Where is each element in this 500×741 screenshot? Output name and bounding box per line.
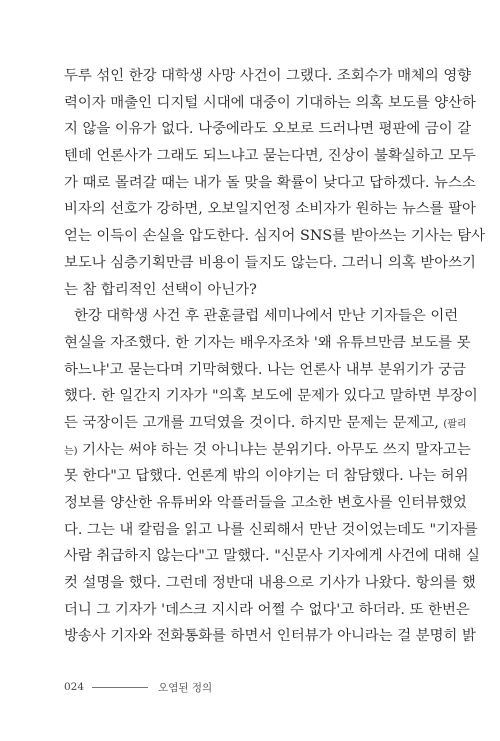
text-line: 다. 그는 내 칼럼을 읽고 나를 신뢰해서 만난 것이었는데도 "기자를: [64, 521, 478, 538]
aside-note: 는): [64, 445, 78, 457]
text-line: 력이자 매출인 디지털 시대에 대중이 기대하는 의혹 보도를 양산하: [64, 94, 476, 111]
text-line: 두루 섞인 한강 대학생 사망 사건이 그랬다. 조회수가 매체의 영향: [64, 68, 472, 84]
text-line: 얻는 이득이 손실을 압도한다. 심지어 SNS를 받아쓰는 기사는 탐사: [64, 228, 486, 245]
text-line-segment: 든 국장이든 고개를 끄덕였을 것이다. 하지만 문제는 문제고,: [64, 414, 439, 431]
text-line: [64, 437, 471, 464]
text-line: 정보를 양산한 유튜버와 악플러들을 고소한 변호사를 인터뷰했었: [64, 495, 467, 511]
text-line: [64, 410, 467, 437]
text-line: 는 참 합리적인 선택이 아닌가?: [64, 281, 257, 298]
text-line: 방송사 기자와 전화통화를 하면서 인터뷰가 아니라는 걸 분명히 밝: [64, 628, 476, 645]
text-line: 더니 그 기자가 '데스크 지시라 어쩔 수 없다'고 하더라. 또 한번은: [64, 601, 470, 618]
text-line: 했다. 한 일간지 기자가 "의혹 보도에 문제가 있다고 말하면 부장이: [64, 388, 478, 405]
text-line-segment: 기사는 써야 하는 것 아니냐는 분위기다. 아무도 쓰지 말자고는: [77, 441, 471, 458]
text-line: 사람 취급하지 않는다"고 말했다. "신문사 기자에게 사건에 대해 실: [64, 548, 480, 565]
text-line: 컷 설명을 했다. 그런데 정반대 내용으로 기사가 나왔다. 항의를 했: [64, 575, 476, 592]
text-line: 비자의 선호가 강하면, 오보일지언정 소비자가 원하는 뉴스를 팔아: [64, 201, 476, 218]
page-footer: [64, 679, 212, 695]
text-line: 가 때로 몰려갈 때는 내가 돌 맞을 확률이 낮다고 답하겠다. 뉴스소: [64, 174, 476, 191]
text-line: 지 않을 이유가 없다. 나중에라도 오보로 드러나면 평판에 금이 갈: [64, 121, 472, 138]
text-line: 못 한다"고 답했다. 언론계 밖의 이야기는 더 참담했다. 나는 허위: [64, 468, 469, 485]
running-title: 오염된 정의: [158, 681, 213, 694]
text-line: 보도나 심층기획만큼 비용이 들지도 않는다. 그러니 의혹 받아쓰기: [64, 254, 476, 271]
text-line: 현실을 자조했다. 한 기자는 배우자조차 '왜 유튜브만큼 보도를 못: [64, 334, 471, 351]
page-number: 024: [64, 681, 85, 693]
aside-note: (팔리: [443, 418, 467, 430]
footer-rule: [92, 687, 148, 688]
text-line: 텐데 언론사가 그래도 되느냐고 묻는다면, 진상이 불확실하고 모두: [64, 148, 476, 165]
text-line: 하느냐'고 묻는다며 기막혀했다. 나는 언론사 내부 분위기가 궁금: [64, 361, 466, 378]
text-line: 한강 대학생 사건 후 관훈클럽 세미나에서 만난 기자들은 이런: [74, 308, 459, 325]
body-text: [64, 63, 486, 650]
